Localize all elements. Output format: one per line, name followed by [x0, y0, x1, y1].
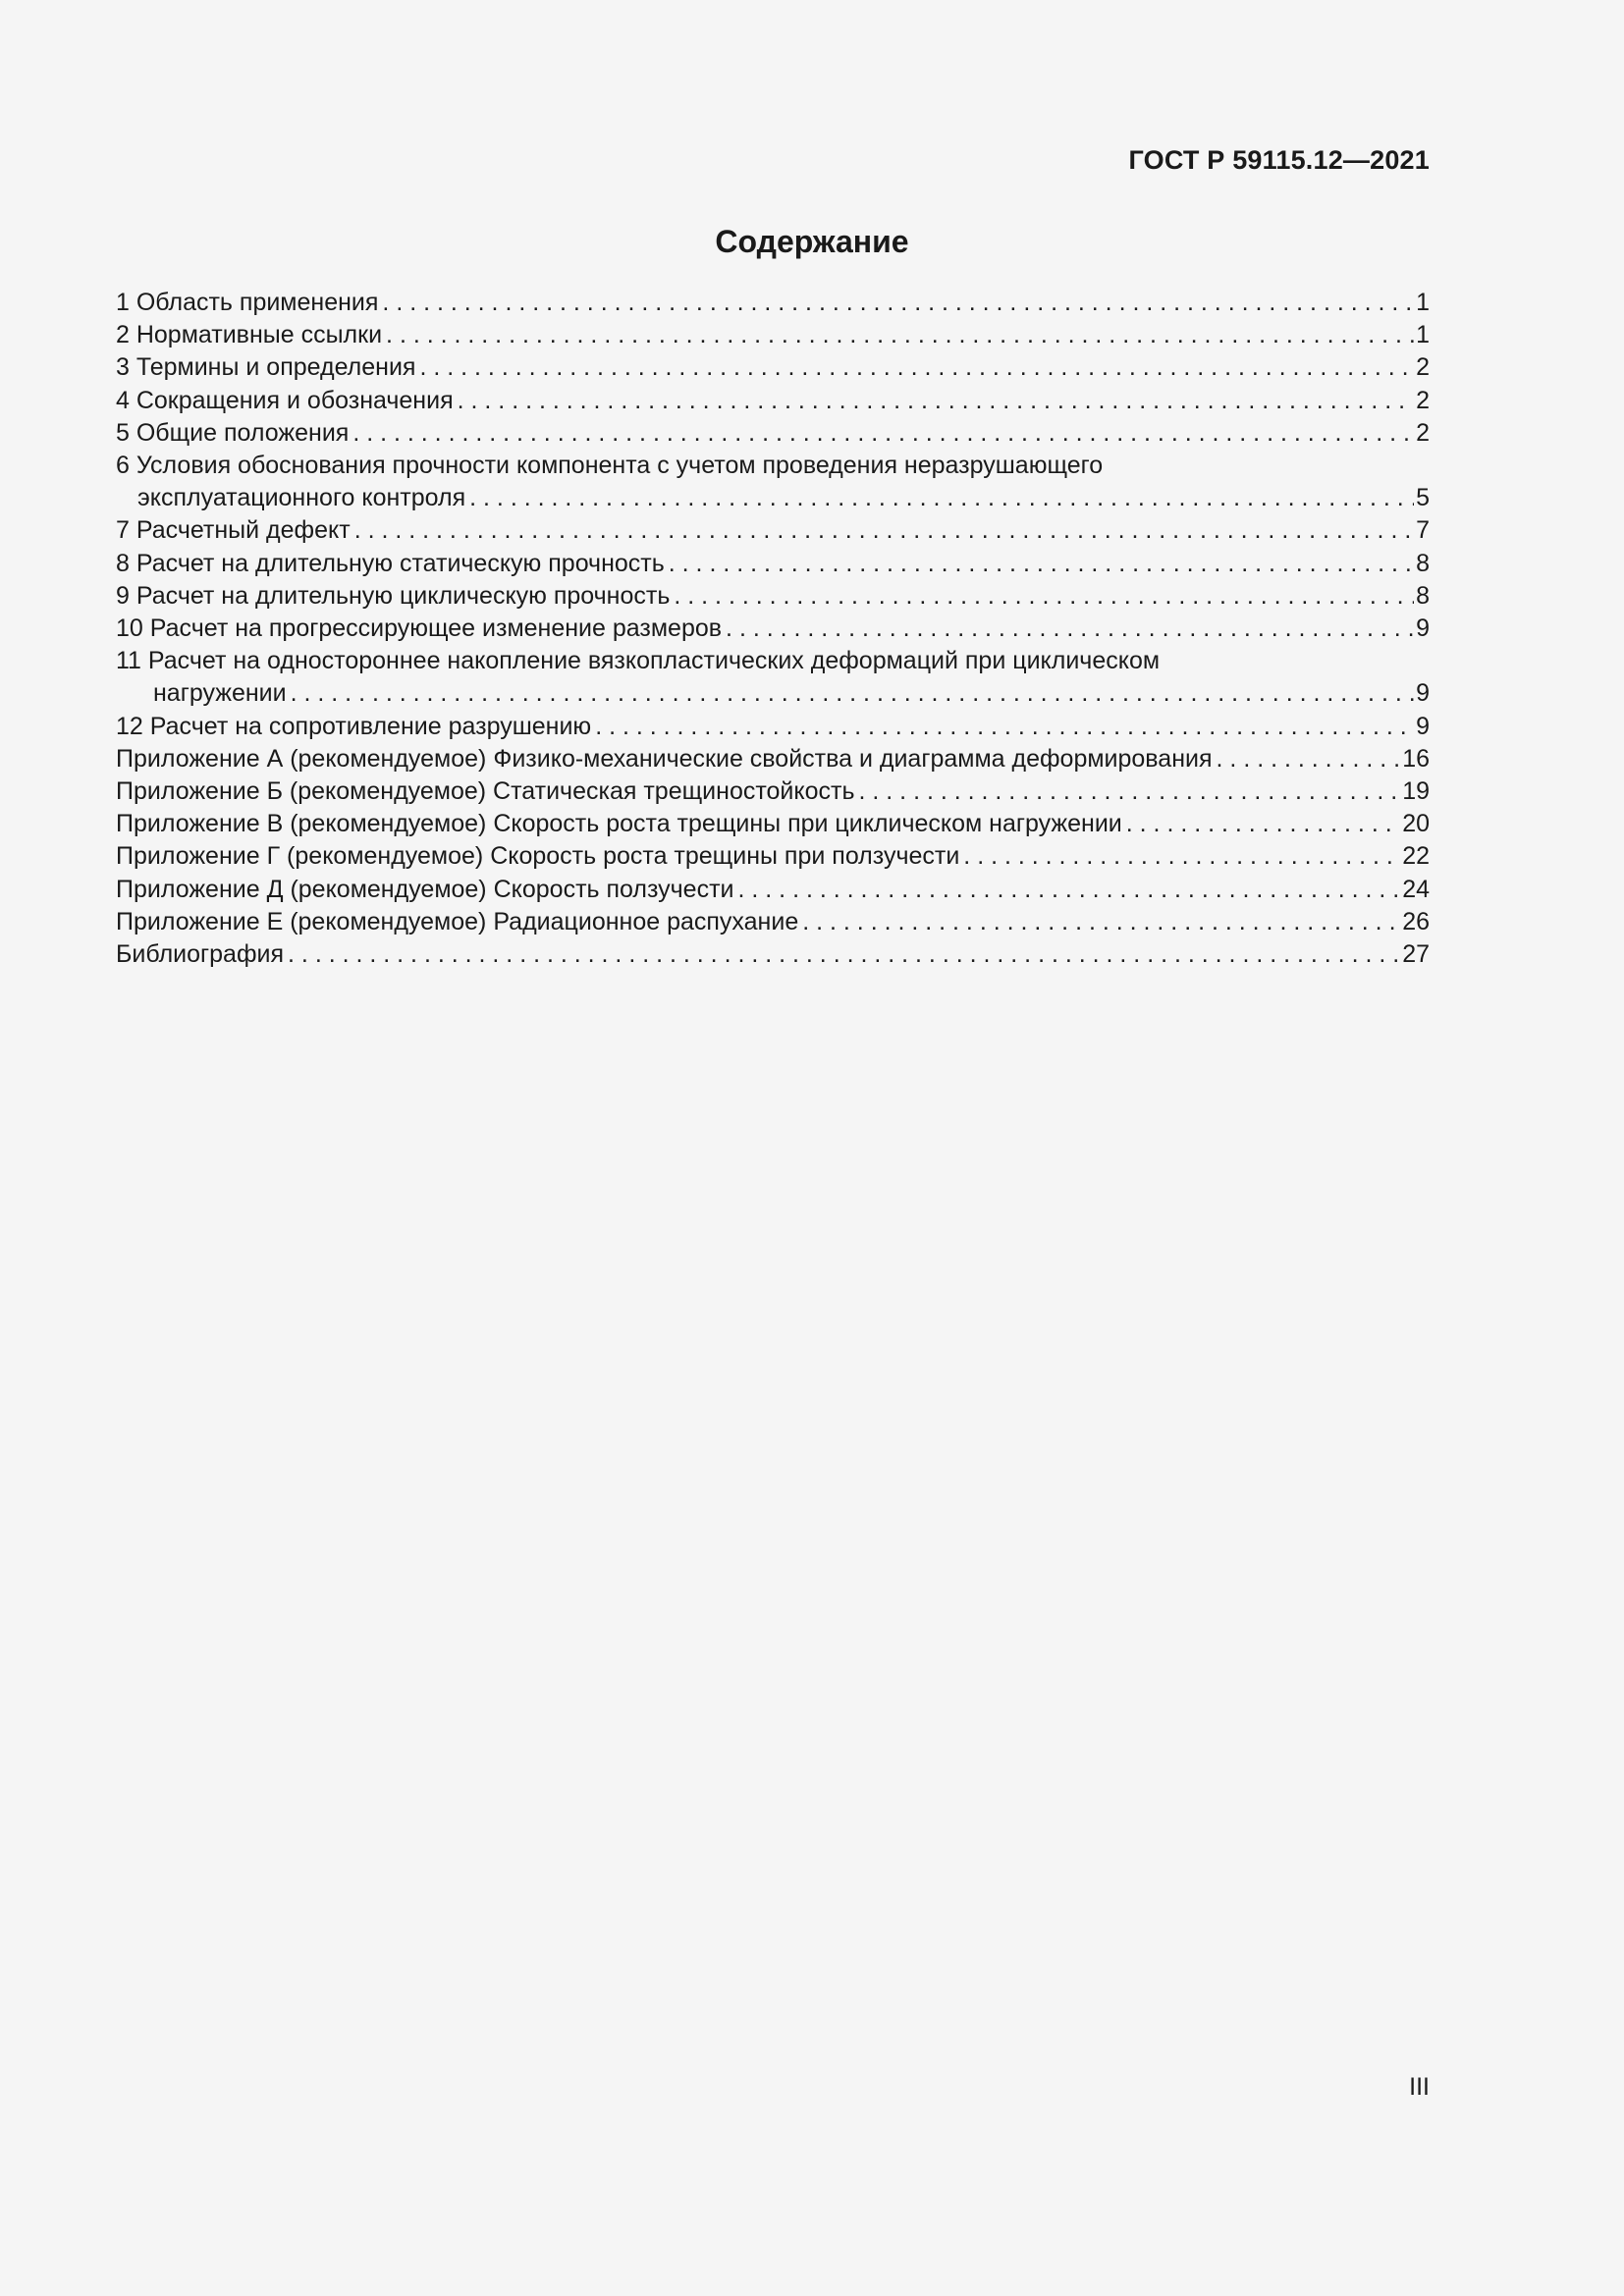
toc-entry[interactable] [116, 711, 1430, 743]
page-number: III [1409, 2073, 1430, 2101]
toc-dot-leader [382, 287, 1414, 319]
toc-entry-text: 10 Расчет на прогрессирующее изменение размеров [116, 614, 723, 643]
toc-entry-page: 16 [1402, 744, 1430, 773]
toc-entry-multiline[interactable] [116, 645, 1430, 710]
toc-entry-text: Библиография [116, 940, 285, 969]
toc-entry-text: 4 Сокращения и обозначения [116, 386, 454, 414]
toc-dot-leader [419, 351, 1414, 384]
toc-entry-text: нагружении [153, 679, 287, 708]
toc-entry-text: Приложение Е (рекомендуемое) Радиационное распухание [116, 907, 799, 935]
toc-entry-page: 1 [1416, 321, 1430, 349]
toc-entry-text: эксплуатационного контроля [137, 484, 466, 512]
toc-dot-leader [738, 874, 1401, 906]
toc-entry[interactable] [116, 580, 1430, 613]
toc-entry-text: Приложение В (рекомендуемое) Скорость роста трещины при циклическом нагружении [116, 810, 1122, 838]
toc-dot-leader [458, 385, 1414, 417]
toc-entry-text: Приложение Г (рекомендуемое) Скорость роста трещины при ползучести [116, 842, 960, 871]
toc-entry-text: 7 Расчетный дефект [116, 516, 351, 545]
toc-dot-leader [288, 938, 1400, 971]
toc-dot-leader [386, 319, 1414, 351]
toc-entry[interactable] [116, 287, 1430, 319]
toc-entry-text: Приложение А (рекомендуемое) Физико-механические свойства и диаграмма деформирования [116, 744, 1213, 773]
toc-entry-text-line1: 11 Расчет на одностороннее накопление вязкопластических деформаций при циклическом [116, 647, 1161, 675]
toc-entry[interactable] [116, 319, 1430, 351]
toc-dot-leader [1217, 743, 1401, 775]
toc-dot-leader [669, 548, 1414, 580]
toc-entry-text: 9 Расчет на длительную циклическую прочность [116, 581, 671, 610]
toc-entry-page: 8 [1416, 549, 1430, 577]
toc-entry-page: 27 [1402, 940, 1430, 969]
toc-dot-leader [963, 840, 1400, 873]
toc-entry[interactable] [116, 743, 1430, 775]
toc-entry-page: 26 [1402, 907, 1430, 935]
toc-entry-text: 12 Расчет на сопротивление разрушению [116, 712, 592, 740]
toc-entry-text-line1: 6 Условия обоснования прочности компонента с учетом проведения неразрушающего [116, 452, 1104, 480]
toc-entry-text: 3 Термины и определения [116, 353, 416, 382]
toc-entry-page: 20 [1402, 810, 1430, 838]
toc-dot-leader [859, 775, 1401, 808]
toc-entry-page: 2 [1416, 418, 1430, 447]
toc-entry-page: 5 [1416, 484, 1430, 512]
toc-dot-leader [354, 514, 1414, 547]
toc-entry-page: 19 [1402, 777, 1430, 806]
toc-entry-page: 9 [1416, 712, 1430, 740]
toc-entry[interactable] [116, 808, 1430, 840]
toc-entry[interactable] [116, 548, 1430, 580]
toc-entry-continuation [116, 677, 1430, 710]
toc-entry[interactable] [116, 906, 1430, 938]
toc-entry-page: 8 [1416, 581, 1430, 610]
toc-entry-page: 22 [1402, 842, 1430, 871]
toc-entry[interactable] [116, 840, 1430, 873]
toc-entry-page: 9 [1416, 614, 1430, 643]
toc-entry-page: 2 [1416, 386, 1430, 414]
toc-dot-leader [352, 417, 1414, 450]
toc-dot-leader [291, 677, 1414, 710]
table-of-contents [116, 287, 1430, 971]
toc-entry[interactable] [116, 351, 1430, 384]
toc-entry-continuation [116, 482, 1430, 514]
toc-title: Содержание [715, 224, 909, 259]
toc-dot-leader [469, 482, 1414, 514]
toc-entry[interactable] [116, 938, 1430, 971]
toc-entry-text: 1 Область применения [116, 289, 379, 316]
toc-dot-leader [726, 613, 1414, 645]
toc-dot-leader [1126, 808, 1400, 840]
toc-entry-page: 9 [1416, 679, 1430, 708]
toc-entry-page: 1 [1416, 289, 1430, 316]
toc-entry-multiline[interactable] [116, 450, 1430, 514]
toc-entry-page: 2 [1416, 353, 1430, 382]
toc-dot-leader [595, 711, 1414, 743]
toc-dot-leader [674, 580, 1414, 613]
toc-dot-leader [802, 906, 1400, 938]
toc-entry-page: 24 [1402, 875, 1430, 903]
document-code: ГОСТ Р 59115.12—2021 [1128, 145, 1430, 175]
toc-entry-page: 7 [1416, 516, 1430, 545]
toc-entry[interactable] [116, 385, 1430, 417]
toc-entry[interactable] [116, 874, 1430, 906]
toc-entry-text: 5 Общие положения [116, 418, 350, 447]
toc-entry[interactable] [116, 775, 1430, 808]
toc-entry-text: 2 Нормативные ссылки [116, 321, 383, 349]
toc-entry-text: 8 Расчет на длительную статическую прочность [116, 549, 665, 577]
toc-entry-text: Приложение Б (рекомендуемое) Статическая трещиностойкость [116, 777, 855, 806]
toc-entry-text: Приложение Д (рекомендуемое) Скорость ползучести [116, 875, 734, 903]
toc-entry[interactable] [116, 417, 1430, 450]
toc-entry[interactable] [116, 613, 1430, 645]
toc-entry[interactable] [116, 514, 1430, 547]
